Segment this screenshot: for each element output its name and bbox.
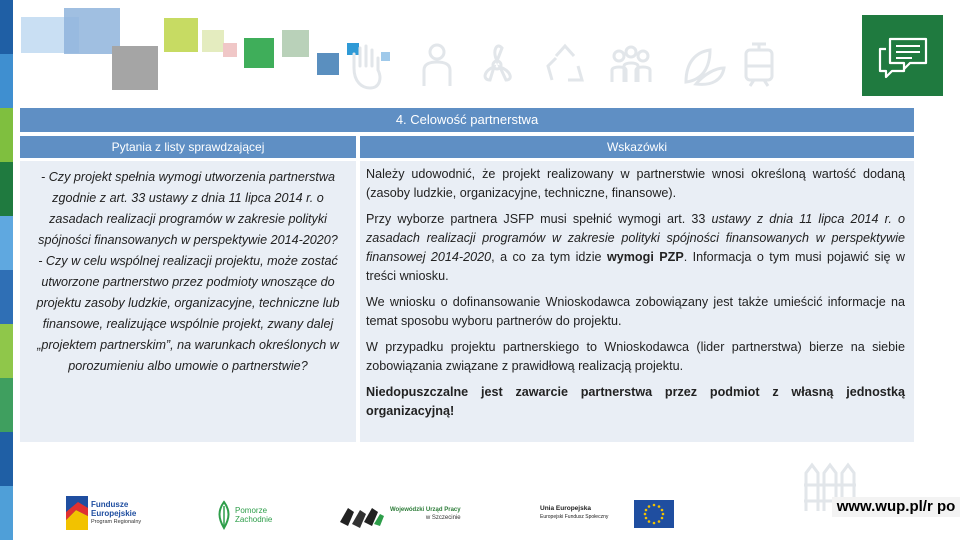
partnership-table	[20, 108, 914, 418]
column-header-questions: Pytania z listy sprawdzającej	[20, 136, 356, 158]
left-color-strip	[0, 0, 13, 540]
windmill-icon	[470, 38, 524, 92]
logo-wup-szczecin: Wojewódzki Urząd Pracy w Szczecinie	[338, 492, 488, 536]
chat-bubbles-icon	[876, 33, 930, 84]
website-url[interactable]: www.wup.pl/r po	[832, 497, 960, 517]
table-title: 4. Celowość partnerstwa	[20, 108, 914, 132]
person-icon	[410, 38, 464, 92]
logo-pomorze-zachodnie: Pomorze Zachodnie	[216, 492, 286, 536]
checklist-question	[20, 161, 356, 377]
question-1: - Czy projekt spełnia wymogi utworzenia partnerstwa zgodnie z art. 33 ustawy z dnia 11 lipca 2014 r. o zasadach realizacji programów w zakresie polityki spójności finansowanych w perspektywie 2014-2020?	[38, 170, 338, 247]
eu-flag-icon	[634, 500, 674, 533]
logo-unia-europejska: Unia Europejska Europejski Fundusz Społeczny	[540, 492, 680, 536]
leaves-icon	[676, 38, 730, 92]
hint-paragraph: W przypadku projektu partnerskiego to Wnioskodawca (lider partnerstwa) bierze na siebie zobowiązania związane z prawidłową realizacją projektu.	[366, 340, 905, 373]
hand-icon	[340, 38, 394, 92]
hints-cell	[360, 161, 914, 442]
tram-icon	[732, 38, 786, 92]
questions-cell	[20, 161, 356, 442]
logo-fundusze-europejskie: Fundusze Europejskie Program Regionalny	[66, 492, 156, 536]
hint-paragraph: Przy wyborze partnera JSFP musi spełnić wymogi art. 33 ustawy z dnia 11 lipca 2014 r. o zasadach realizacji programów w zakresie polityki spójności finansowanych w perspektywie finansowej 2014-2020, a co za tym idzie wymogi PZP. Informacja o tym musi pojawić się w treści wniosku.	[366, 212, 906, 283]
chat-icon-box	[862, 15, 943, 96]
hint-paragraph: Należy udowodnić, że projekt realizowany w partnerstwie wnosi określoną wartość dodaną (zasoby ludzkie, organizacyjne, techniczne, finansowe).	[366, 167, 905, 200]
crowd-icon	[604, 38, 658, 92]
wup-blocks-icon	[338, 502, 386, 533]
pomorze-leaf-icon	[216, 500, 232, 535]
hint-paragraph: Niedopuszczalne jest zawarcie partnerstwa przez podmiot z własną jednostką organizacyjną!	[366, 385, 905, 418]
hint-paragraph: We wniosku o dofinansowanie Wnioskodawca zobowiązany jest także umieścić informacje na temat sposobu wyboru partnerów do projektu.	[366, 295, 905, 328]
question-2: - Czy w celu wspólnej realizacji projektu, może zostać utworzone partnerstwo przez podmioty wnoszące do projektu zasoby ludzkie, organizacyjne, techniczne lub finansowe, realizujące wspólnie projekt, zwany dalej „projektem partnerskim”, na warunkach określonych w porozumieniu albo umowie o partnerstwie?	[36, 254, 340, 373]
fe-star-icon	[66, 496, 88, 535]
recycle-icon	[538, 38, 592, 92]
column-header-hints: Wskazówki	[360, 136, 914, 158]
